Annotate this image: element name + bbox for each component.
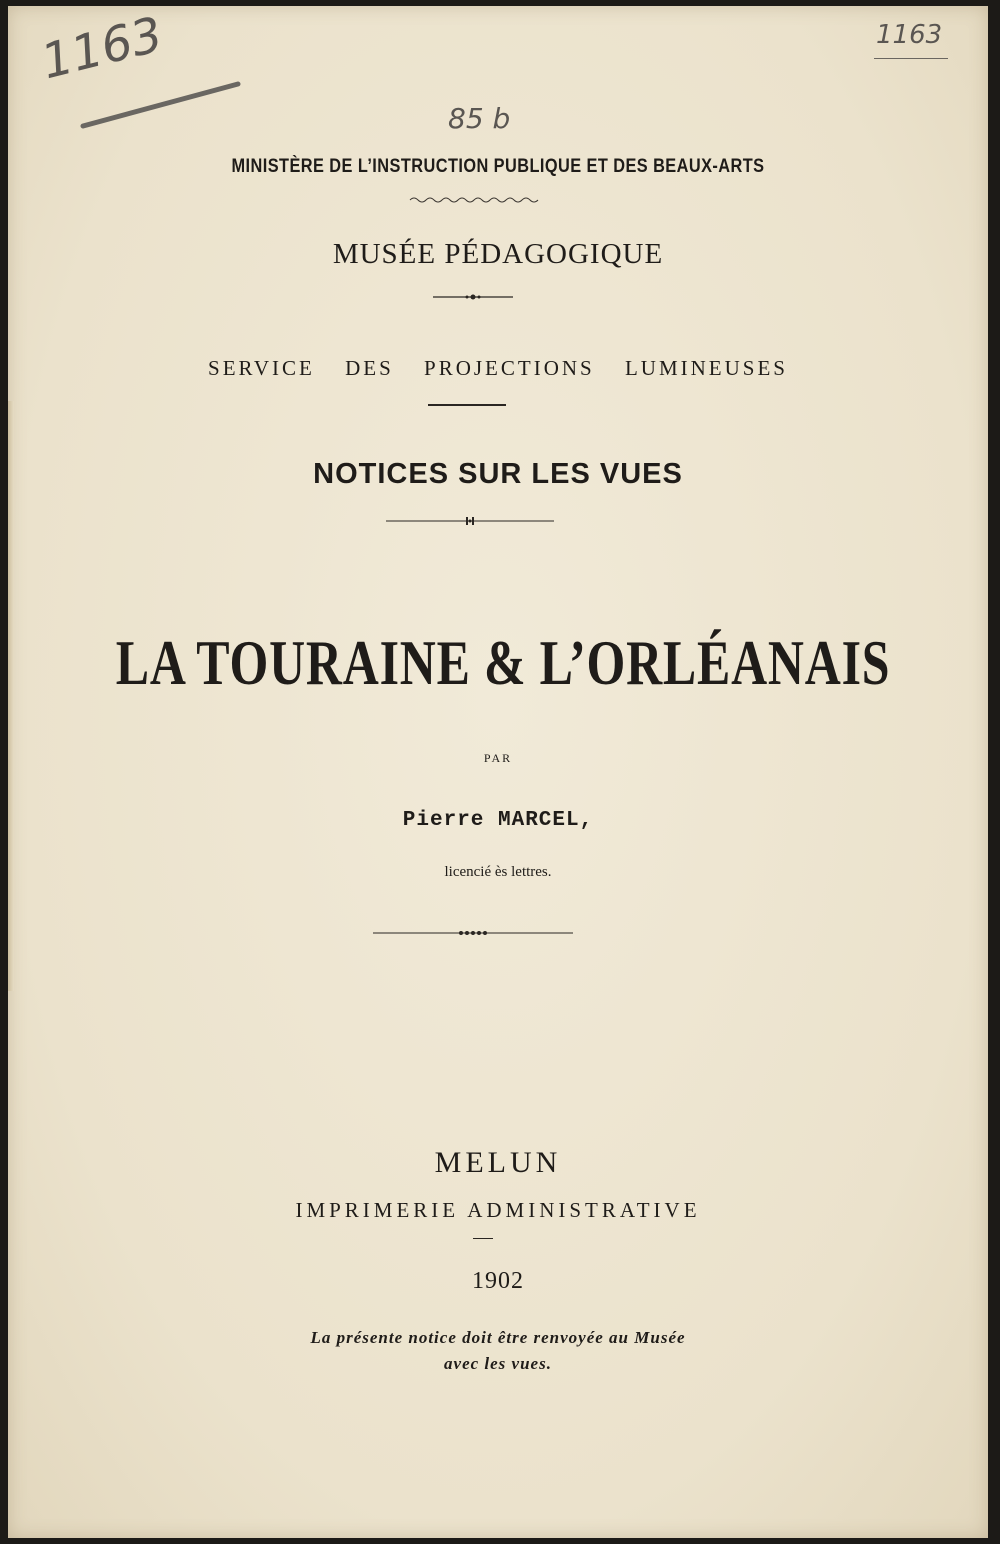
- ornament-rule-1: [433, 292, 513, 302]
- short-dash: [473, 1238, 493, 1239]
- handwritten-number-top-right: 1163: [876, 20, 943, 50]
- return-notice-line-1: La présente notice doit être renvoyée au Musée: [310, 1328, 686, 1347]
- imprint-city: MELUN: [434, 1146, 562, 1179]
- handwritten-number-top-left: 1163: [36, 6, 169, 91]
- return-notice-line-2: avec les vues.: [444, 1354, 552, 1373]
- main-title: LA TOURAINE & L’ORLÉANAIS: [115, 627, 891, 698]
- author-degree: licencié ès lettres.: [444, 864, 552, 880]
- pencil-stroke: [78, 76, 248, 136]
- top-right-underline: [874, 58, 948, 59]
- author-name: Pierre MARCEL,: [402, 809, 594, 832]
- museum-title: MUSÉE PÉDAGOGIQUE: [332, 238, 664, 270]
- imprint-year: 1902: [472, 1268, 524, 1294]
- series-title: NOTICES SUR LES VUES: [313, 458, 683, 490]
- wavy-ornament: [408, 196, 540, 204]
- document-page: [8, 6, 988, 1538]
- ministry-line: MINISTÈRE DE L’INSTRUCTION PUBLIQUE ET DES BEAUX-ARTS: [231, 156, 765, 177]
- imprint-printer: IMPRIMERIE ADMINISTRATIVE: [295, 1198, 701, 1222]
- service-line: SERVICE DES PROJECTIONS LUMINEUSES: [208, 356, 788, 380]
- handwritten-shelf-mark: 85 b: [448, 102, 511, 135]
- ornament-rule-3: [373, 928, 573, 938]
- ornament-rule-2: [386, 516, 554, 526]
- divider-rule: [428, 404, 506, 406]
- by-label: PAR: [483, 751, 513, 765]
